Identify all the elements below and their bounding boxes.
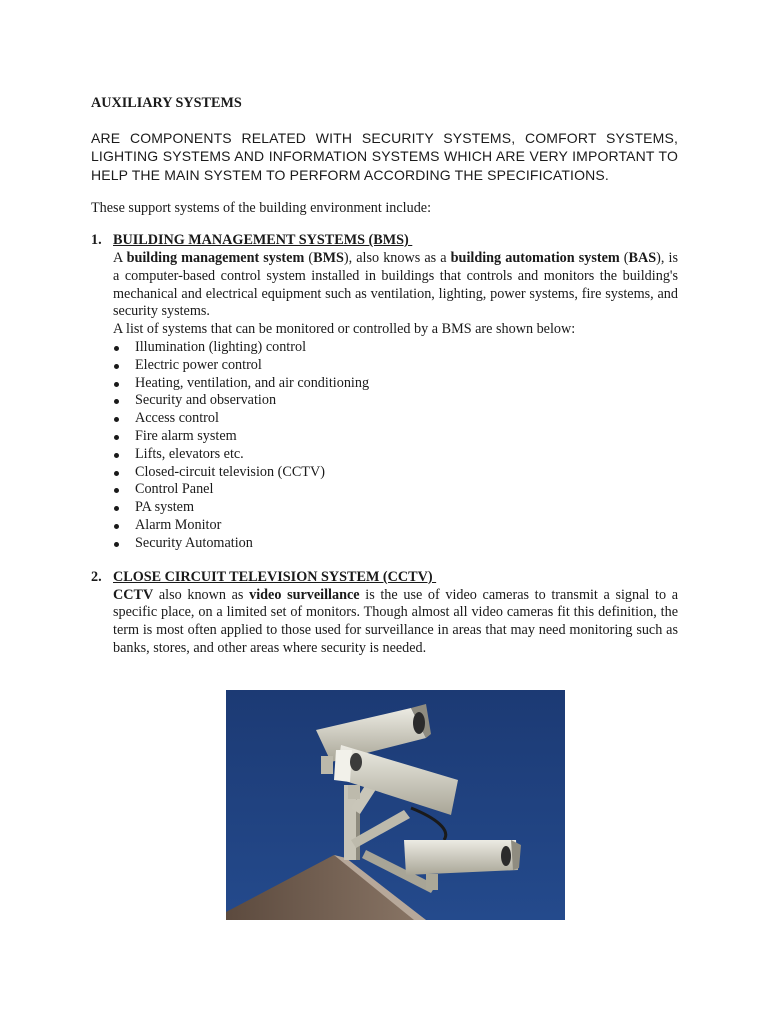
list-item xyxy=(113,339,678,357)
bold-term: BMS xyxy=(313,250,344,267)
list-item-text: Heating, ventilation, and air conditioning xyxy=(135,374,370,391)
bold-term: video surveillance xyxy=(249,586,360,603)
section-bms-title-row xyxy=(91,230,678,250)
section-cctv-title-row xyxy=(91,567,678,587)
bold-term: CCTV xyxy=(113,586,154,603)
section-number: 2. xyxy=(91,568,102,585)
bullet-icon xyxy=(114,471,119,476)
document-page xyxy=(91,95,678,658)
list-item xyxy=(113,375,678,393)
bullet-icon xyxy=(114,399,119,404)
list-item-text: Security Automation xyxy=(135,534,253,551)
list-item xyxy=(113,410,678,428)
bold-term: building automation system xyxy=(450,250,620,267)
bullet-icon xyxy=(114,488,119,493)
list-item-text: Lifts, elevators etc. xyxy=(135,445,244,462)
list-item-text: Security and observation xyxy=(135,392,277,409)
section-number: 1. xyxy=(91,232,102,249)
bms-systems-list xyxy=(113,339,678,553)
list-item-text: Fire alarm system xyxy=(135,427,237,444)
text-run: A xyxy=(113,250,127,267)
section-cctv xyxy=(91,567,678,658)
list-item-text: Electric power control xyxy=(135,356,262,373)
cctv-cameras-photo xyxy=(226,690,565,920)
bold-term: BAS xyxy=(628,250,657,267)
cctv-camera-illustration xyxy=(226,690,565,920)
list-item-text: Alarm Monitor xyxy=(135,516,222,533)
bullet-icon xyxy=(114,417,119,422)
lead-sentence: These support systems of the building environment include: xyxy=(91,200,432,217)
intro-paragraph: ARE COMPONENTS RELATED WITH SECURITY SYSTEMS, COMFORT SYSTEMS, LIGHTING SYSTEMS AND INFORMATION SYSTEMS WHICH ARE VERY IMPORTANT TO HELP THE MAIN SYSTEM TO PERFORM ACCORDING THE SPECIFICATIONS. xyxy=(91,130,678,183)
list-item-text: PA system xyxy=(135,499,195,516)
document-heading: AUXILIARY SYSTEMS xyxy=(91,95,242,111)
section-bms xyxy=(91,230,678,553)
list-item xyxy=(113,464,678,482)
list-item xyxy=(113,357,678,375)
text-run: ), also knows as a xyxy=(343,250,451,267)
bullet-icon xyxy=(114,453,119,458)
list-item xyxy=(113,517,678,535)
list-item xyxy=(113,499,678,517)
list-item xyxy=(113,392,678,410)
text-run: ( xyxy=(619,250,629,267)
text-run: also known as xyxy=(153,586,250,603)
bullet-icon xyxy=(114,524,119,529)
section-cctv-body xyxy=(113,587,678,658)
list-item xyxy=(113,428,678,446)
section-heading: CLOSE CIRCUIT TELEVISION SYSTEM (CCTV) xyxy=(113,568,437,585)
bold-term: building management system xyxy=(126,250,305,267)
bullet-icon xyxy=(114,506,119,511)
list-item-text: Control Panel xyxy=(135,481,214,498)
text-run: is the use of video cameras to transmit a signal to a specific place, on a limited set of monitors. Though almost all video cameras fit this definition, the term is most often applied to those used for surveillance in areas that may need monitoring such as banks, stores, and other areas where security is needed. xyxy=(113,586,678,656)
bullet-icon xyxy=(114,542,119,547)
list-item xyxy=(113,446,678,464)
text-run: ( xyxy=(304,250,314,267)
list-item xyxy=(113,535,678,553)
cctv-definition-paragraph xyxy=(113,587,678,658)
list-item-text: Closed-circuit television (CCTV) xyxy=(135,463,325,480)
bullet-icon xyxy=(114,435,119,440)
bullet-icon xyxy=(114,382,119,387)
bullet-icon xyxy=(114,364,119,369)
list-item xyxy=(113,481,678,499)
text-run: ), is a computer-based control system installed in buildings that controls and monitors the building's mechanical and electrical equipment such as ventilation, lighting, power systems, fire systems, and security systems. xyxy=(113,250,678,320)
bms-list-intro: A list of systems that can be monitored or controlled by a BMS are shown below: xyxy=(113,321,576,338)
list-item-text: Illumination (lighting) control xyxy=(135,339,307,355)
list-item-text: Access control xyxy=(135,410,219,427)
bms-definition-paragraph xyxy=(113,250,678,321)
bullet-icon xyxy=(114,346,119,351)
section-heading: BUILDING MANAGEMENT SYSTEMS (BMS) xyxy=(113,232,413,249)
section-bms-body xyxy=(113,250,678,553)
